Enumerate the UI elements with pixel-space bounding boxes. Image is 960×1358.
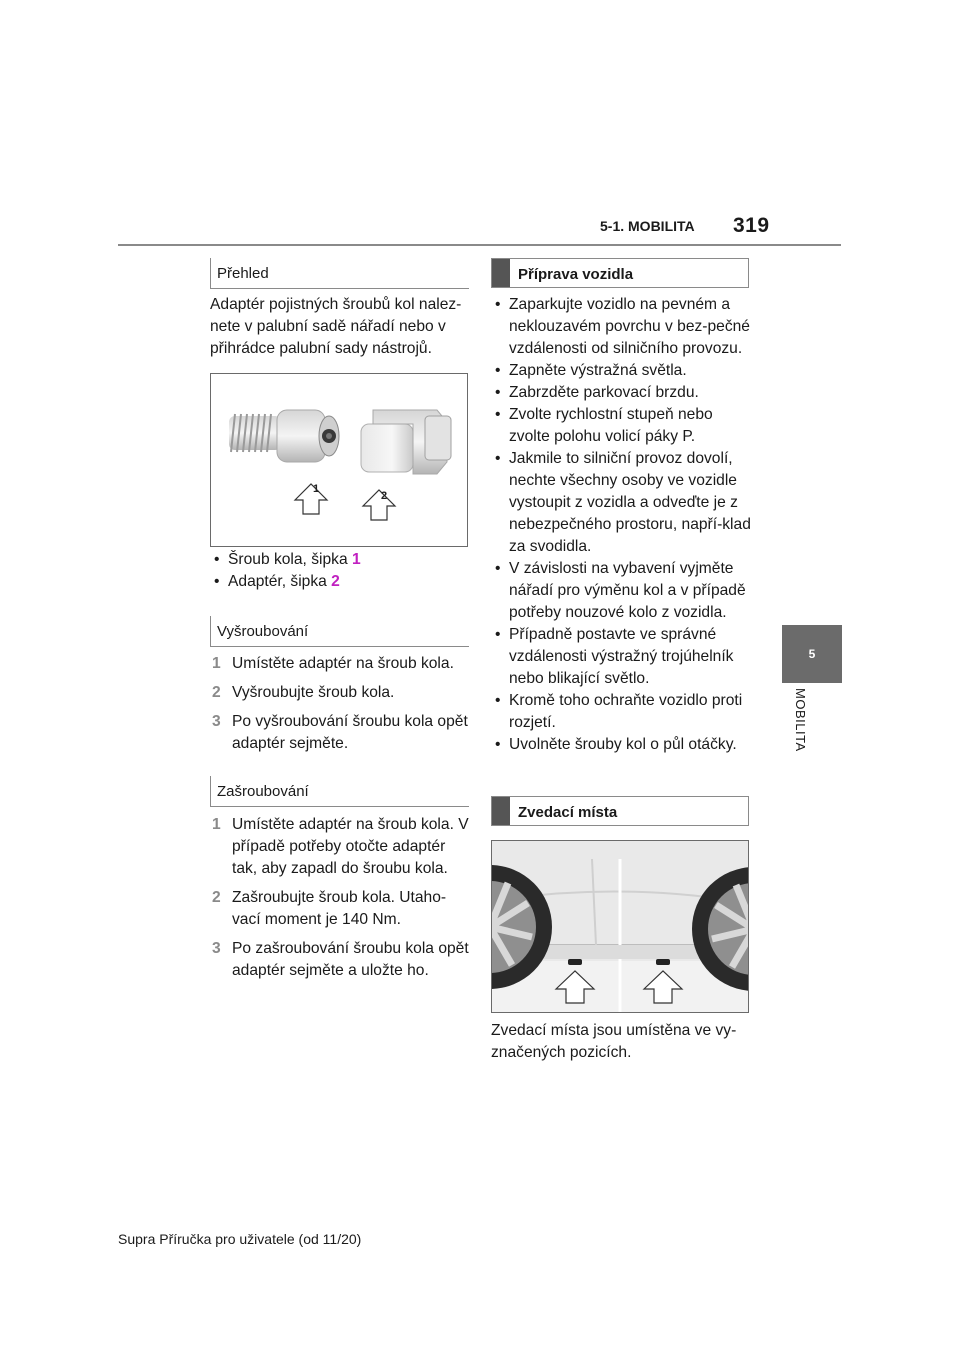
heading-zasroubovani: Zašroubování — [210, 776, 469, 807]
step-item: 2 Vyšroubujte šroub kola. — [212, 684, 395, 701]
wheel-bolt-shape — [229, 410, 339, 462]
chapter-number: 5 — [808, 647, 816, 661]
header-rule — [118, 244, 841, 246]
step-item: 3 Po vyšroubování šroubu kola opět adaptér sejměte. — [212, 713, 468, 752]
figure-label-1: 1 — [313, 483, 320, 495]
car-side-illustration — [492, 841, 748, 1012]
vysroubovani-steps — [210, 653, 472, 762]
arrow-icons — [295, 484, 395, 520]
step-item: 2 Zašroubujte šroub kola. Utaho-vací moment je 140 Nm. — [212, 889, 447, 928]
list-item: • Uvolněte šrouby kol o půl otáčky. — [491, 734, 753, 756]
page-number: 319 — [733, 214, 770, 237]
chapter-label: MOBILITA — [793, 688, 808, 752]
arrow-2-icon — [363, 490, 395, 520]
arrow-1-icon — [295, 484, 327, 514]
adapter-shape — [361, 410, 451, 474]
zvedaci-text: Zvedací místa jsou umístěna ve vy-značených pozicích. — [491, 1022, 737, 1061]
step-item: 1 Umístěte adaptér na šroub kola. — [212, 655, 454, 672]
list-item: • Zaparkujte vozidlo na pevném a neklouzavém povrchu v bez-pečné vzdálenosti od silničního provozu. — [491, 294, 753, 360]
list-item: • Zvolte rychlostní stupeň nebo zvolte polohu volicí páky P. — [491, 404, 753, 448]
step-item: 1 Umístěte adaptér na šroub kola. V případě potřeby otočte adaptér tak, aby zapadl do šroubu kola. — [212, 816, 469, 877]
figure-label-2: 2 — [381, 490, 388, 502]
right-column — [491, 258, 753, 1068]
step-item: 3 Po zašroubování šroubu kola opět adaptér sejměte a uložte ho. — [212, 940, 469, 979]
list-item: • Adaptér, šipka 2 — [210, 571, 472, 593]
heading-prehled: Přehled — [210, 258, 469, 289]
list-item: • V závislosti na vybavení vyjměte nářadí pro výměnu kol a v případě potřeby nouzové kolo z vozidla. — [491, 558, 753, 624]
heading-zvedaci: Zvedací místa — [491, 796, 749, 826]
list-item: • Jakmile to silniční provoz dovolí, nechte všechny osoby ve vozidle vystoupit z vozidla a odveďte je z nebezpečného prostoru, napří-klad za svodidla. — [491, 448, 753, 558]
chapter-tab — [782, 625, 842, 683]
heading-priprava: Příprava vozidla — [491, 258, 749, 288]
footer-text: Supra Příručka pro uživatele (od 11/20) — [118, 1231, 362, 1247]
heading-vysroubovani: Vyšroubování — [210, 616, 469, 647]
figure-jacking-points — [491, 840, 749, 1013]
lock-bolt-illustration — [211, 374, 467, 546]
jacking-point-rear — [656, 959, 670, 965]
figure-lock-bolt-adapter — [210, 373, 468, 547]
zasroubovani-steps — [210, 814, 472, 989]
prehled-text: Adaptér pojistných šroubů kol nalez-nete v palubní sadě nářadí nebo v přihrádce palubní sady nástrojů. — [210, 296, 462, 357]
jacking-point-front — [568, 959, 582, 965]
priprava-list — [491, 294, 753, 756]
prehled-list — [210, 549, 472, 593]
list-item: • Případně postavte ve správné vzdálenosti výstražný trojúhelník nebo blikající světlo. — [491, 624, 753, 690]
list-item: • Zabrzděte parkovací brzdu. — [491, 382, 753, 404]
section-title: 5-1. MOBILITA — [600, 218, 695, 234]
list-item: • Kromě toho ochraňte vozidlo proti rozjetí. — [491, 690, 753, 734]
list-item: • Zapněte výstražná světla. — [491, 360, 753, 382]
list-item: • Šroub kola, šipka 1 — [210, 549, 472, 571]
left-column — [210, 258, 472, 998]
